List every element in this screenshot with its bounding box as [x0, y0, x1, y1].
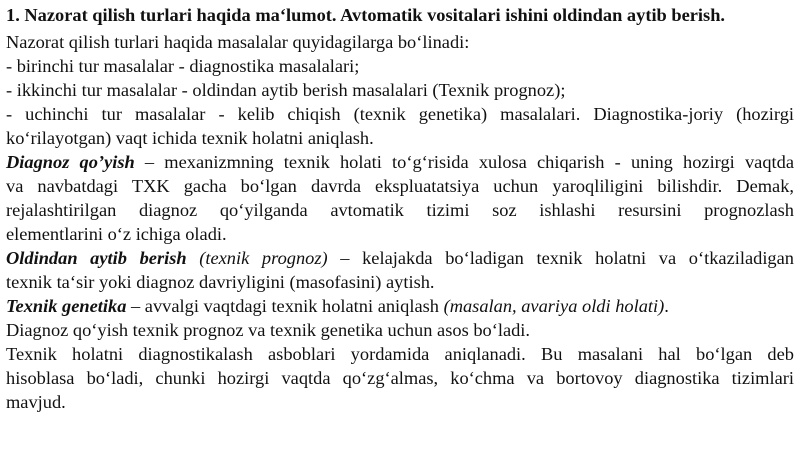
final-paragraph-line1: Texnik holatni diagnostikalash asboblari yordamida aniqlanadi. Bu masalani hal bo‘lgan deb — [6, 344, 794, 364]
basis-statement: Diagnoz qo‘yish texnik prognoz va texnik genetika uchun asos bo‘ladi. — [6, 320, 531, 340]
intro-text: Nazorat qilish turlari haqida masalalar quyidagilarga bo‘linadi: — [6, 32, 470, 52]
oldindan-term: Oldindan aytib berish — [6, 248, 187, 268]
diagnoz-definition-line3: rejalashtirilgan diagnoz qo‘yilganda avtomatik tizimi soz ishlashi resursini prognozlash — [6, 200, 794, 220]
oldindan-text: – kelajakda bo‘ladigan texnik holatni va o‘tkaziladigan — [327, 248, 794, 268]
oldindan-definition-line2: texnik ta‘sir yoki diagnoz davriyligini (masofasini) aytish. — [6, 272, 435, 292]
final-paragraph-line2: hisoblasa bo‘ladi, chunki hozirgi vaqtda qo‘zg‘almas, ko‘chma va bortovoy diagnostika tizimlari — [6, 368, 794, 388]
diagnoz-definition-line2: va navbatdagi TXK gacha bo‘lgan davrda ekspluatatsiya uchun yaroqliligini bilishdir. Demak, — [6, 176, 794, 196]
genetika-text: – avvalgi vaqtdagi texnik holatni aniqlash — [126, 296, 444, 316]
diagnoz-term: Diagnoz qo’yish — [6, 152, 135, 172]
list-item-prognoz: - ikkinchi tur masalalar - oldindan aytib berish masalalari (Texnik prognoz); — [6, 80, 566, 100]
diagnoz-text: – mexanizmning texnik holati to‘g‘risida xulosa chiqarish - uning hozirgi vaqtda — [134, 152, 794, 172]
list-item-genetika-cont: ko‘rilayotgan) vaqt ichida texnik holatni aniqlash. — [6, 128, 374, 148]
section-title: 1. Nazorat qilish turlari haqida ma‘lumot. Avtomatik vositalari ishini oldindan aytib berish. — [6, 5, 726, 25]
diagnoz-definition-line4: elementlarini o‘z ichiga oladi. — [6, 224, 227, 244]
oldindan-italic: (texnik prognoz) — [186, 248, 328, 268]
genetika-italic: (masalan, avariya oldi holati) — [443, 296, 665, 316]
list-item-diagnostika: - birinchi tur masalalar - diagnostika masalalari; — [6, 56, 360, 76]
genetika-definition — [6, 294, 794, 318]
diagnoz-definition-line1 — [6, 150, 794, 174]
genetika-end: . — [664, 296, 669, 316]
final-paragraph-line3: mavjud. — [6, 392, 66, 412]
oldindan-definition-line1 — [6, 246, 794, 270]
genetika-term: Texnik genetika — [6, 296, 127, 316]
list-item-genetika: - uchinchi tur masalalar - kelib chiqish (texnik genetika) masalalari. Diagnostika-joriy (hozirgi — [6, 104, 794, 124]
